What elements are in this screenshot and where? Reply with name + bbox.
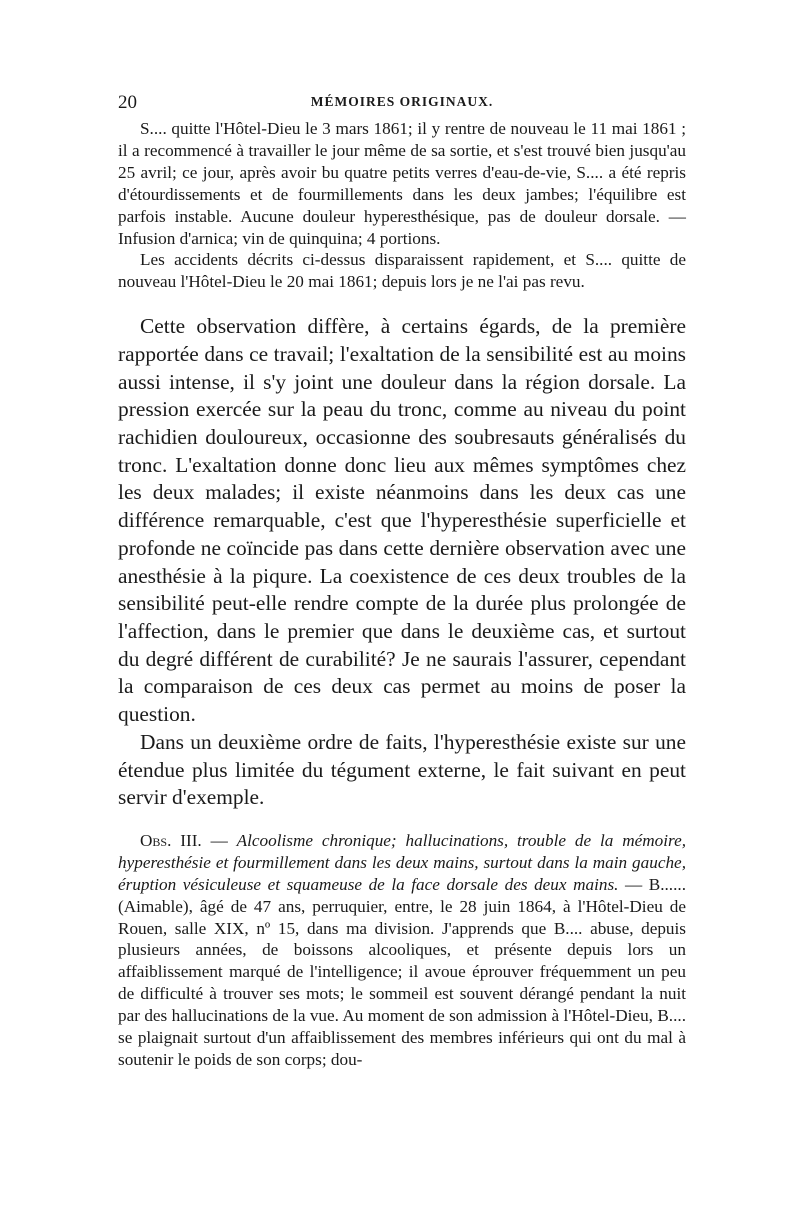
case-note-paragraph: S.... quitte l'Hôtel-Dieu le 3 mars 1861; il y rentre de nouveau le 11 mai 1861 ; il a recommencé à travailler le jour même de sa sortie, et s'est trouvé bien jusqu'au 25 avril; ce jour, après avoir bu quatre petits verres d'eau-de-vie, S.... a été repris d'étourdissements et de fourmillements dans les deux jambes; l'équilibre est parfois instable. Aucune douleur hyperesthésique, pas de douleur dorsale. — Infusion d'arnica; vin de quinquina; 4 portions. xyxy=(118,119,686,248)
observation-body: — B...... (Aimable), âgé de 47 ans, perruquier, entre, le 28 juin 1864, à l'Hôtel-Dieu de Rouen, salle XIX, nº 15, dans ma division. J'apprends que B.... abuse, depuis plusieurs années, de boissons alcooliques, et présente depuis lors un affaiblissement marqué de l'intelligence; il avoue éprouver fréquemment un peu de difficulté à trouver ses mots; le sommeil est souvent dérangé pendant la nuit par des hallucinations de la vue. Au moment de son admission à l'Hôtel-Dieu, B.... se plaignait surtout d'un affaiblissement des membres inférieurs qui ont du mal à soutenir le poids de son corps; dou- xyxy=(118,874,686,1069)
observation-block xyxy=(118,830,686,1071)
running-head: MÉMOIRES ORIGINAUX. xyxy=(310,94,494,109)
page-header xyxy=(118,92,686,118)
observation-dash: — xyxy=(201,830,237,850)
observation-paragraph xyxy=(118,830,686,1071)
book-page xyxy=(118,92,686,1071)
case-note-paragraph: Les accidents décrits ci-dessus disparaissent rapidement, et S.... quitte de nouveau l'Hôtel-Dieu le 20 mai 1861; depuis lors je ne l'ai pas revu. xyxy=(118,250,686,292)
discussion xyxy=(118,313,686,812)
observation-label: Obs. III. xyxy=(140,830,202,850)
discussion-paragraph: Dans un deuxième ordre de faits, l'hyperesthésie existe sur une étendue plus limitée du tégument externe, le fait suivant en peut servir d'exemple. xyxy=(118,729,686,810)
observation-title: Alcoolisme chronique; hallucinations, trouble de la mémoire, hyperesthésie et fourmillement dans les deux mains, surtout dans la main gauche, éruption vésiculeuse et squameuse de la face dorsale des deux mains. xyxy=(118,830,686,894)
page-number: 20 xyxy=(118,92,137,113)
discussion-paragraph: Cette observation diffère, à certains égards, de la première rapportée dans ce travail; l'exaltation de la sensibilité est au moins aussi intense, il s'y joint une douleur dans la région dorsale. La pression exercée sur la peau du tronc, comme au niveau du point rachidien douloureux, occasionne des soubresauts généralisés du tronc. L'exaltation donne donc lieu aux mêmes symptômes chez les deux malades; il existe néanmoins dans les deux cas une différence remarquable, c'est que l'hyperesthésie superficielle et profonde ne coïncide pas dans cette dernière observation avec une anesthésie à la piqure. La coexistence de ces deux troubles de la sensibilité peut-elle rendre compte de la durée plus prolongée de l'affection, dans le premier que dans le deuxième cas, et surtout du degré différent de curabilité? Je ne saurais l'assurer, cependant la comparaison de ces deux cas permet au moins de poser la question. xyxy=(118,314,686,727)
case-notes xyxy=(118,118,686,293)
